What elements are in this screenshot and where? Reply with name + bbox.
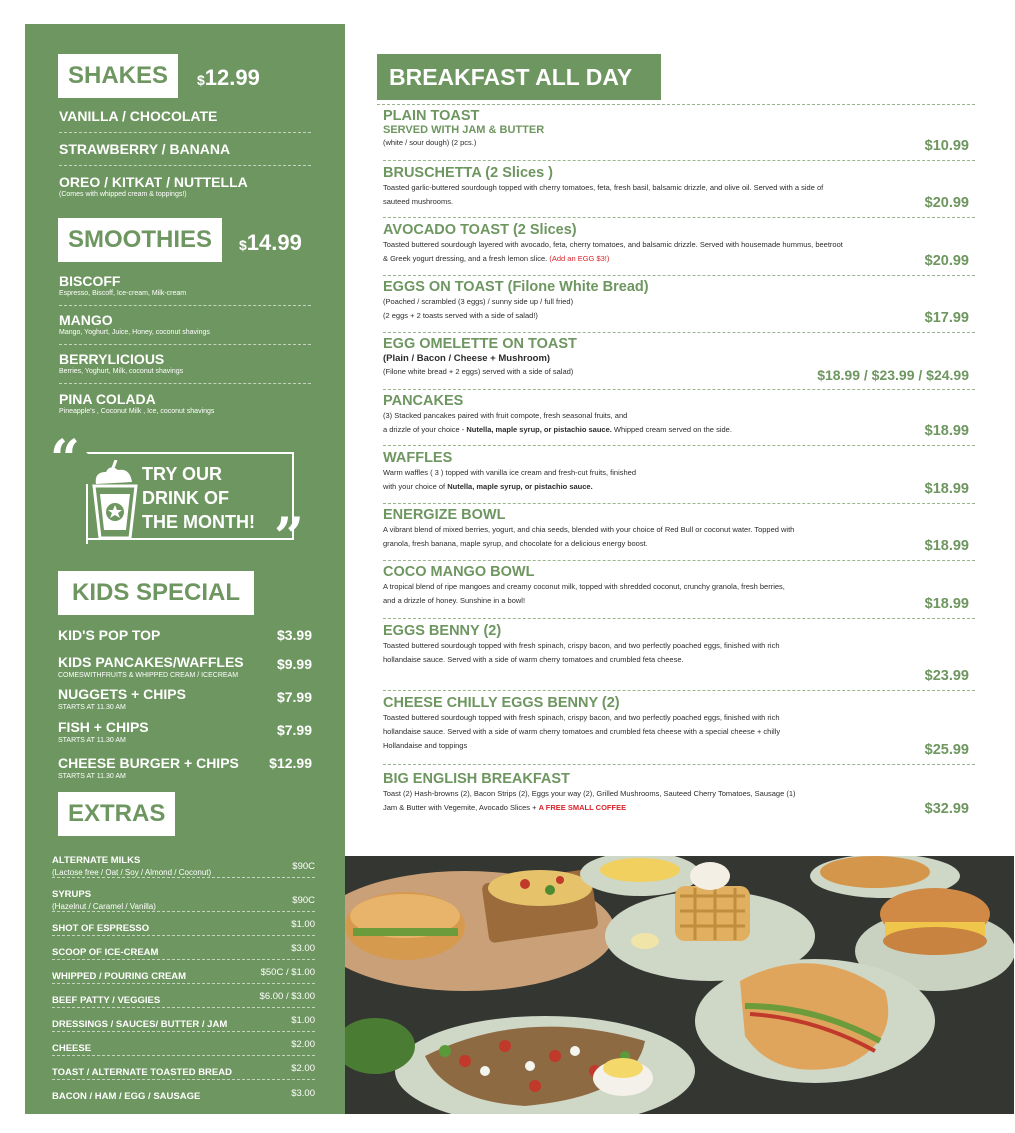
shake-item: OREO / KITKAT / NUTTELLA (Comes with whipped cream & toppings!) [59, 174, 248, 198]
food-photo [345, 856, 1014, 1114]
extras-item: DRESSINGS / SAUCES/ BUTTER / JAM $1.00 [52, 1008, 315, 1032]
breakfast-item: ENERGIZE BOWL A vibrant blend of mixed berries, yogurt, and chia seeds, blended with your choice of Red Bull or coconut water. Topped with granola, fresh banana, maple syrup, and chocolate for a delicious energy boost. $18.99 [383, 507, 975, 561]
kids-item: CHEESE BURGER + CHIPS $12.99 STARTS AT 11.30 AM [58, 755, 312, 780]
kids-item: KIDS PANCAKES/WAFFLES $9.99 COMESWITHFRUITS & WHIPPED CREAM / ICECREAM [58, 654, 312, 679]
breakfast-item: BRUSCHETTA (2 Slices ) Toasted garlic-buttered sourdough topped with cherry tomatoes, feta, fresh basil, balsamic drizzle, and olive oil. Served with a side of sauteed mushrooms. $20.99 [383, 165, 975, 218]
breakfast-item: AVOCADO TOAST (2 Slices) Toasted buttered sourdough layered with avocado, feta, cherry tomatoes, and balsamic drizzle. Served with housemade hummus, beetroot & Greek yogurt dressing, and a fresh lemon slice. (Add an EGG $3!) $20.99 [383, 222, 975, 276]
breakfast-item: CHEESE CHILLY EGGS BENNY (2) Toasted buttered sourdough topped with fresh spinach, crispy bacon, and two perfectly poached eggs, finished with rich hollandaise sauce. Served with a side of warm cherry tomatoes and crumbled feta cheese with a special cheese + chilly Hollandaise and toppings $25.99 [383, 695, 975, 765]
divider [377, 104, 975, 105]
extras-title: EXTRAS [58, 792, 175, 836]
shakes-title: SHAKES [58, 54, 178, 98]
kids-special-title: KIDS SPECIAL [58, 571, 254, 615]
breakfast-item: EGGS ON TOAST (Filone White Bread) (Poached / scrambled (3 eggs) / sunny side up / full fried) (2 eggs + 2 toasts served with a side of salad!) $17.99 [383, 279, 975, 333]
smoothie-item: PINA COLADA Pineapple's , Coconut Milk , Ice, coconut shavings [59, 391, 215, 415]
close-quote-icon: ” [274, 507, 304, 568]
extras-item: SCOOP OF ICE-CREAM $3.00 [52, 936, 315, 960]
smoothie-item: MANGO Mango, Yoghurt, Juice, Honey, coconut shavings [59, 312, 311, 345]
extras-item: WHIPPED / POURING CREAM $50C / $1.00 [52, 960, 315, 984]
breakfast-item: PLAIN TOAST SERVED WITH JAM & BUTTER (white / sour dough) (2 pcs.) $10.99 [383, 108, 975, 161]
extras-item: SHOT OF ESPRESSO $1.00 [52, 912, 315, 936]
shakes-price: $12.99 [197, 65, 260, 90]
breakfast-item: WAFFLES Warm waffles ( 3 ) topped with vanilla ice cream and fresh-cut fruits, finished with your choice of Nutella, maple syrup, or pistachio sauce. $18.99 [383, 450, 975, 504]
breakfast-item: EGG OMELETTE ON TOAST (Plain / Bacon / Cheese + Mushroom) (Filone white bread + 2 eggs) served with a side of salad) $18.99 / $23.99 / $24.99 [383, 336, 975, 390]
drink-of-the-month-promo [50, 429, 306, 568]
breakfast-item: COCO MANGO BOWL A tropical blend of ripe mangoes and creamy coconut milk, topped with shredded coconut, crunchy granola, fresh berries, and a drizzle of honey. Sunshine in a bowl! $18.99 [383, 564, 975, 619]
kids-item: KID'S POP TOP $3.99 [58, 627, 312, 643]
smoothie-item: BISCOFF Espresso, Biscoff, Ice-cream, Milk-cream [59, 273, 311, 306]
promo-text: TRY OUR DRINK OF THE MONTH! [142, 464, 255, 532]
smoothie-item: BERRYLICIOUS Berries, Yoghurt, Milk, coconut shavings [59, 351, 311, 384]
extras-item: CHEESE $2.00 [52, 1032, 315, 1056]
left-menu-panel [25, 24, 345, 1114]
shake-item: STRAWBERRY / BANANA [59, 141, 311, 166]
milkshake-cup-icon [86, 460, 144, 540]
breakfast-all-day-title: BREAKFAST ALL DAY [377, 54, 661, 100]
kids-item: FISH + CHIPS $7.99 STARTS AT 11.30 AM [58, 719, 312, 744]
shake-item: VANILLA / CHOCOLATE [59, 108, 311, 133]
extras-list [52, 844, 315, 1104]
open-quote-icon: “ [50, 429, 80, 490]
smoothies-price: $14.99 [239, 230, 302, 255]
extras-item: TOAST / ALTERNATE TOASTED BREAD $2.00 [52, 1056, 315, 1080]
breakfast-item: EGGS BENNY (2) Toasted buttered sourdough topped with fresh spinach, crispy bacon, and two perfectly poached eggs, finished with rich hollandaise sauce. Served with a side of warm cherry tomatoes and crumbled feta cheese. $23.99 [383, 623, 975, 691]
breakfast-item: BIG ENGLISH BREAKFAST Toast (2) Hash-browns (2), Bacon Strips (2), Eggs your way (2), Grilled Mushrooms, Sauteed Cherry Tomatoes, Sausage (1) Jam & Butter with Vegemite, Avocado Slices + A FREE SMALL COFFEE $32.99 [383, 771, 969, 817]
extras-item: BACON / HAM / EGG / SAUSAGE $3.00 [52, 1088, 315, 1102]
extras-item: SYRUPS (Hazelnut / Caramel / Vanilla) $90C [52, 878, 315, 912]
kids-item: NUGGETS + CHIPS $7.99 STARTS AT 11.30 AM [58, 686, 312, 711]
extras-item: BEEF PATTY / VEGGIES $6.00 / $3.00 [52, 984, 315, 1008]
extras-item: ALTERNATE MILKS (Lactose free / Oat / Soy / Almond / Coconut) $90C [52, 844, 315, 878]
breakfast-item: PANCAKES (3) Stacked pancakes paired with fruit compote, fresh seasonal fruits, and a drizzle of your choice - Nutella, maple syrup, or pistachio sauce. Whipped cream served on the side. $18.99 [383, 393, 975, 446]
smoothies-title: SMOOTHIES [58, 218, 222, 262]
